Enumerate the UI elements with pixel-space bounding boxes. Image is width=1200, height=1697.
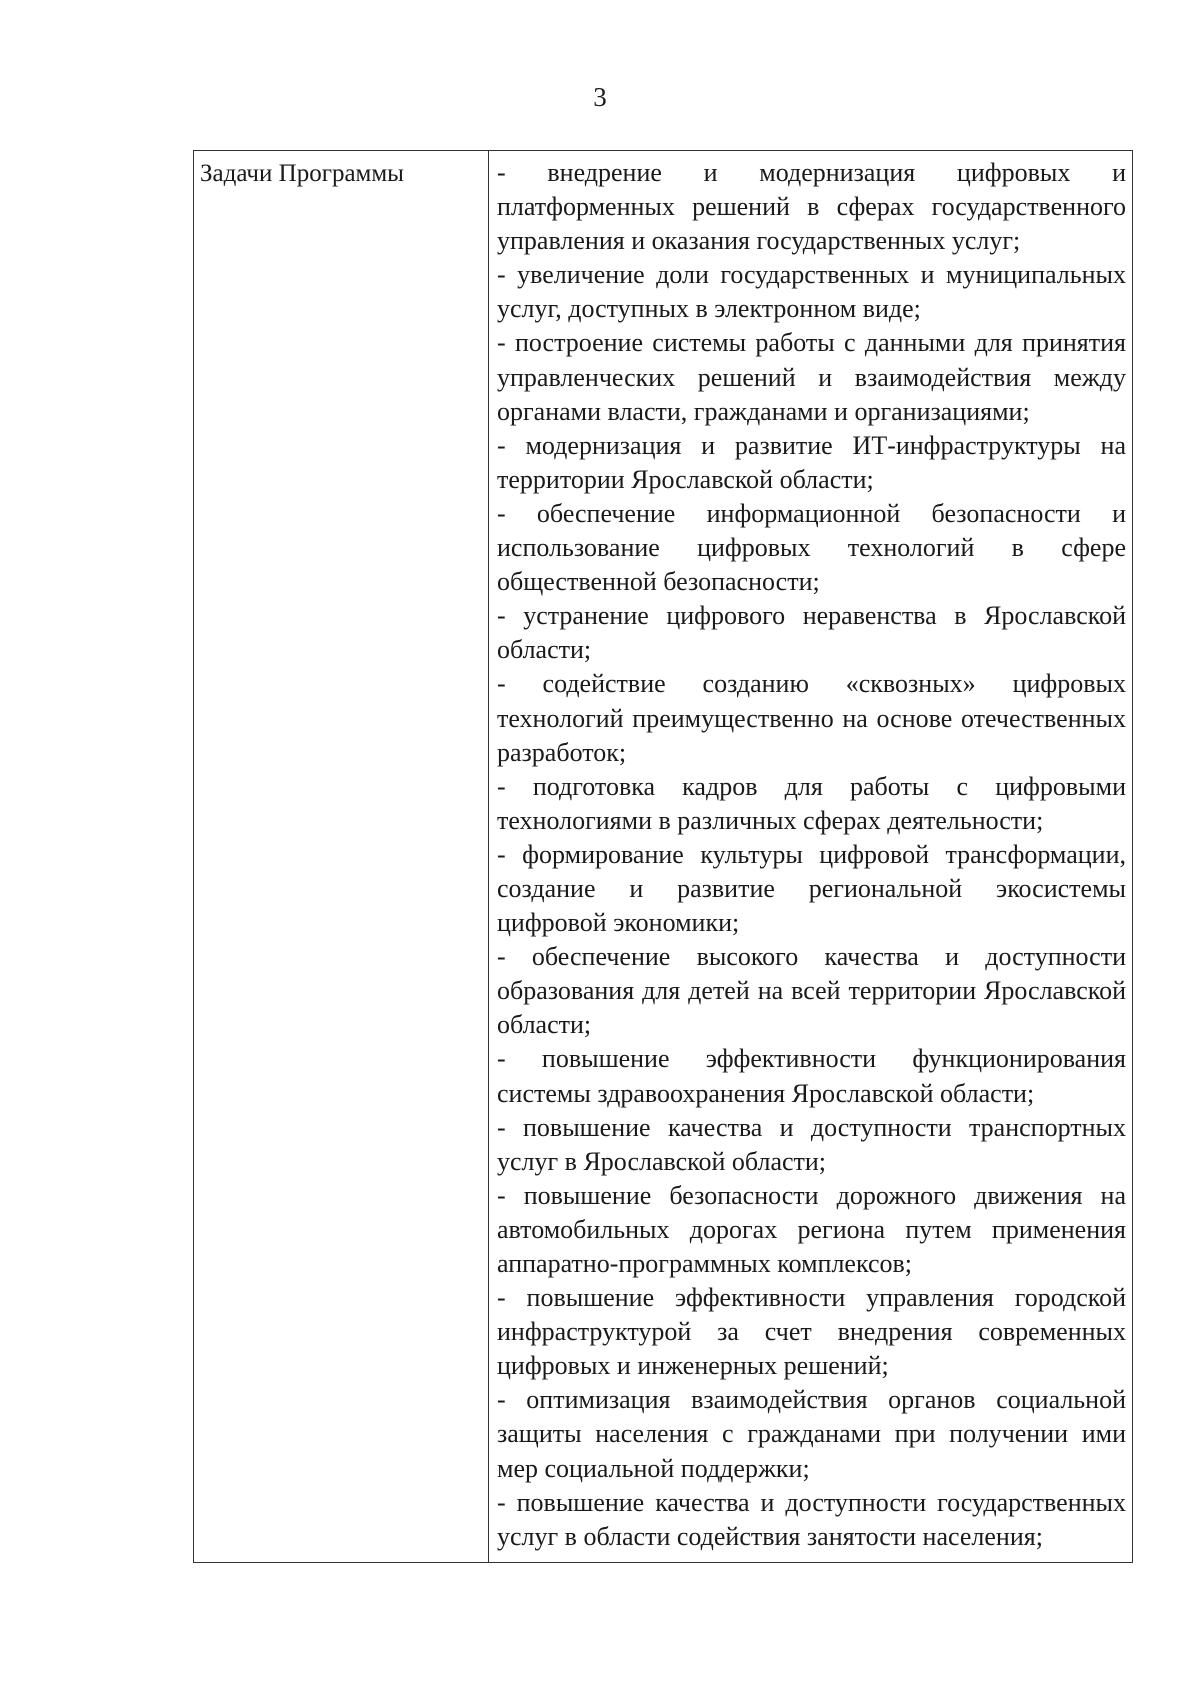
tasks-cell: [489, 151, 1133, 1563]
task-item: - формирование культуры цифровой трансформации, создание и развитие региональной экосистемы цифровой экономики;: [497, 839, 1126, 938]
task-item: - внедрение и модернизация цифровых и платформенных решений в сферах государственного управления и оказания государственных услуг;: [497, 158, 1126, 256]
page-number: 3: [593, 82, 607, 112]
task-item: - модернизация и развитие ИТ-инфраструктуры на территории Ярославской области;: [497, 430, 1126, 494]
task-item: - обеспечение информационной безопасности и использование цифровых технологий в сфере общественной безопасности;: [497, 498, 1126, 597]
task-item: - обеспечение высокого качества и доступности образования для детей на всей территории Ярославской области;: [497, 942, 1126, 1040]
task-item: - построение системы работы с данными для принятия управленческих решений и взаимодействия между органами власти, гражданами и организациями;: [497, 328, 1126, 426]
task-item: - повышение качества и доступности транспортных услуг в Ярославской области;: [497, 1112, 1126, 1176]
task-item: - увеличение доли государственных и муниципальных услуг, доступных в электронном виде;: [497, 260, 1126, 324]
row-label-cell: [194, 151, 489, 1563]
task-item: - оптимизация взаимодействия органов социальной защиты населения с гражданами при получении ими мер социальной поддержки;: [497, 1385, 1126, 1483]
task-item: - повышение качества и доступности государственных услуг в области содействия занятости населения;: [497, 1487, 1126, 1551]
task-item: - повышение безопасности дорожного движения на автомобильных дорогах региона путем применения аппаратно-программных комплексов;: [497, 1180, 1126, 1278]
table-row: [194, 151, 1133, 1563]
task-item: - повышение эффективности функционирования системы здравоохранения Ярославской области;: [497, 1044, 1126, 1108]
program-tasks-table: [193, 150, 1133, 1563]
row-label: Задачи Программы: [200, 160, 404, 187]
task-item: - содействие созданию «сквозных» цифровых технологий преимущественно на основе отечественных разработок;: [497, 669, 1126, 767]
task-list: [497, 156, 1126, 1554]
task-item: - повышение эффективности управления городской инфраструктурой за счет внедрения современных цифровых и инженерных решений;: [497, 1283, 1126, 1381]
task-item: - подготовка кадров для работы с цифровыми технологиями в различных сферах деятельности;: [497, 771, 1126, 835]
task-item: - устранение цифрового неравенства в Ярославской области;: [497, 601, 1126, 665]
